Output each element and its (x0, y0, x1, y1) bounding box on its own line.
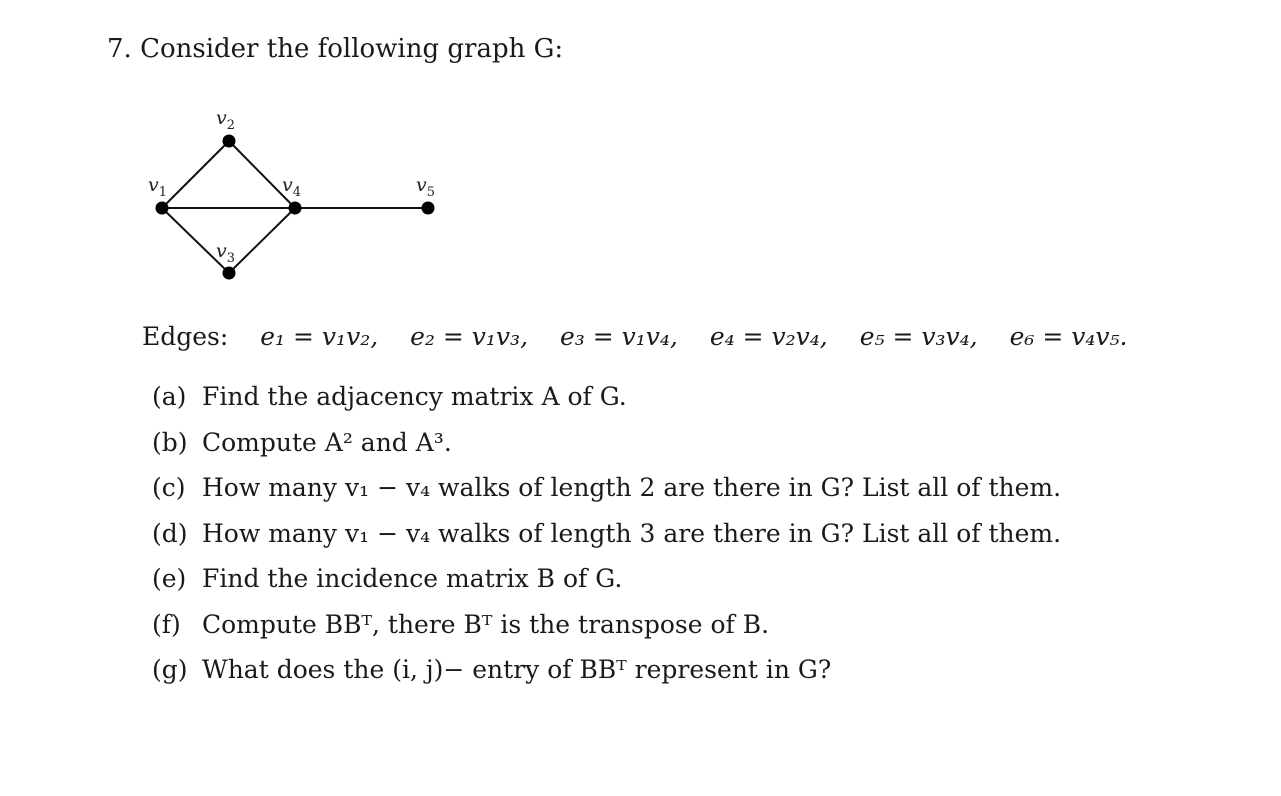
vertex-v5 (422, 202, 435, 215)
vertex-v1 (156, 202, 169, 215)
part-tag: (d) (152, 518, 188, 548)
vertex-label-v1: $v_1$ (148, 174, 168, 200)
question-parts (152, 382, 1061, 701)
edge-item: e₆ = v₄v₅. (1009, 322, 1128, 351)
part-tag: (e) (152, 564, 187, 593)
vertex-label-v4: $v_4$ (282, 174, 302, 200)
problem-prompt: Consider the following graph G: (140, 34, 564, 64)
part-text: Find the incidence matrix B of G. (202, 564, 623, 593)
part-text: Compute BBᵀ, there Bᵀ is the transpose of B. (202, 609, 770, 639)
question-part-b (152, 428, 1061, 474)
part-tag: (g) (152, 655, 188, 684)
edges-list (142, 322, 1127, 351)
part-tag: (b) (152, 427, 188, 457)
question-part-e (152, 564, 1061, 610)
part-text: How many v₁ − v₄ walks of length 3 are there in G? List all of them. (202, 518, 1062, 548)
question-part-d (152, 519, 1061, 565)
part-tag: (c) (152, 473, 186, 502)
edges-label: Edges: (142, 322, 229, 351)
vertex-label-v5: $v_5$ (416, 174, 436, 200)
edge-item: e₂ = v₁v₃, (410, 322, 529, 351)
edge-item: e₃ = v₁v₄, (559, 322, 678, 351)
question-part-f (152, 610, 1061, 656)
edge-item: e₄ = v₂v₄, (709, 322, 828, 351)
edge-item: e₁ = v₁v₂, (260, 322, 379, 351)
edge-v1-v2 (162, 141, 229, 208)
vertex-label-v3: $v_3$ (216, 240, 236, 266)
part-text: How many v₁ − v₄ walks of length 2 are there in G? List all of them. (202, 473, 1062, 502)
problem-number: 7. (107, 34, 132, 64)
vertex-v3 (223, 267, 236, 280)
question-part-g (152, 655, 1061, 701)
vertex-v4 (289, 202, 302, 215)
part-tag: (a) (152, 382, 187, 411)
part-text: Compute A² and A³. (202, 427, 452, 457)
part-tag: (f) (152, 609, 181, 639)
edge-item: e₅ = v₃v₄, (859, 322, 978, 351)
question-part-c (152, 473, 1061, 519)
graph-labels (148, 107, 435, 266)
vertex-label-v2: $v_2$ (216, 107, 236, 133)
vertex-v2 (223, 135, 236, 148)
edge-v3-v4 (229, 208, 295, 273)
part-text: What does the (i, j)− entry of BBᵀ represent in G? (202, 655, 832, 684)
question-part-a (152, 382, 1061, 428)
part-text: Find the adjacency matrix A of G. (202, 382, 627, 411)
